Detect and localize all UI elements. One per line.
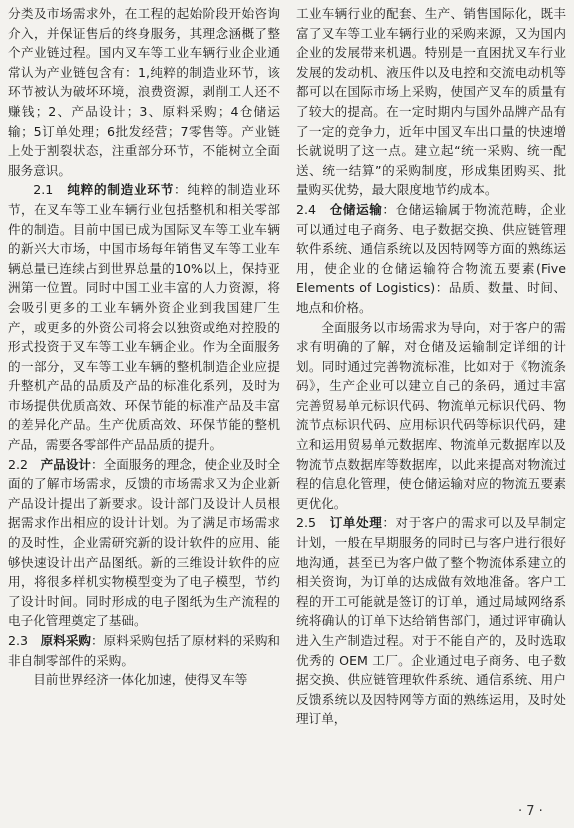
section-body: ：原料采购包括了原材料的采购和非自制零部件的采购。 [8, 633, 281, 668]
right-column [296, 4, 566, 729]
section-body: ：对于客户的需求可以及早制定计划，一般在早期服务的同时已与客户进行很好地沟通，甚至已为客户做了整个物流体系建立的相关资询，为订单的达成做有效地准备。客户工程的开工可能就是签订的订单，通过局域网络系统将确认的订单下达给销售部门，通过评审确认进入生产制造过程。对于不能自产的，及时选取优秀的 OEM 工厂。企业通过电子商务、电子数据交换、供应链管理软件系统、通信系统、用户反馈系统以及因特网等方面的熟练运用，及时处理订单， [296, 515, 566, 727]
section-number: 2.4 [296, 201, 317, 217]
section-number: 2.2 [8, 456, 29, 472]
section-title: 纯粹的制造业环节 [67, 182, 175, 198]
closing-paragraph: 目前世界经济一体化加速，使得叉车等 [33, 672, 248, 688]
section-2-5 [296, 513, 566, 729]
section-title: 订单处理 [329, 515, 383, 531]
section-title: 仓储运输 [329, 201, 383, 217]
page-number: · 7 · [518, 804, 543, 819]
continuation-paragraph: 工业车辆行业的配套、生产、销售国际化，既丰富了叉车等工业车辆行业的采购来源，又为国内企业的发展带来机遇。特别是一直困扰叉车行业发展的发动机、液压件以及电控和交流电动机等都可以在国际市场上采购，使国产叉车的质量有了较大的提高。在一定时期内与国外品牌产品有了一定的竞争力，近年中国叉车出口量的快速增长就说明了这一点。建立起“统一采购、统一配送、统一结算”的采购制度，形成集团购买、批量购买优势，最大限度地节约成本。 [296, 6, 566, 198]
section-body: ：纯粹的制造业环节，在叉车等工业车辆行业包括整机和相关零部件的制造。目前中国已成为国际叉车等工业车辆的新兴大市场，中国市场每年销售叉车等工业车辆总量已连续占到世界总量的10%以上，保持亚洲第一位置。同时中国工业丰富的人力资源，将会吸引更多的工业车辆外资企业到我国建厂生产，或更多的外资公司将会以独资或绝对控股的形式投资于叉车等工业车辆企业。作为全面服务的一部分，叉车等工业车辆的整机制造企业应提升整机产品的品质及产品的标准化系列，及时为市场提供优质高效、环保节能的标准产品及丰富的差异化产品。生产优质高效、环保节能的整机产品，需要各零部件产品品质的提升。 [8, 182, 281, 453]
section-number: 2.5 [296, 515, 317, 531]
section-2-1 [8, 180, 280, 454]
section-body: ：全面服务的理念，使企业及时全面的了解市场需求，反馈的市场需求又为企业新产品设计提出了新要求。设计部门及设计人员根据需求作出相应的设计计划。为了满足市场需求的及时性，企业需研究新的设计软件的应用、能够快速设计出产品图纸。新的三维设计软件的应用，将很多样机实物模型变为了电子模型，节约了设计时间。同时形成的电子图纸为生产流程的电子化管理奠定了基础。 [8, 456, 281, 629]
section-title: 产品设计 [40, 456, 92, 472]
section-2-3 [8, 631, 280, 670]
left-column [8, 4, 280, 690]
intro-paragraph: 分类及市场需求外，在工程的起始阶段开始咨询介入，并保证售后的终身服务，其理念涵概了整个产业链过程。国内叉车等工业车辆行业企业通常认为产业链包含有：1,纯粹的制造业环节，该环节被认为破坏环境，浪费资源，剥削工人还不赚钱；2、产品设计；3、原料采购；4仓储运输；5订单处理；6批发经营；7零售等。产业链上处于割裂状态，注重部分环节，不能树立全面服务意识。 [8, 6, 280, 178]
section-2-2 [8, 455, 280, 631]
logistics-paragraph: 全面服务以市场需求为导向，对于客户的需求有明确的了解，对仓储及运输制定详细的计划。同时通过完善物流标准，比如对于《物流条码》，生产企业可以建立自己的条码，通过丰富完善贸易单元标识代码、物流单元标识代码、物流节点标识代码、应用标识代码等标识代码，建立和运用贸易单元数据库、物流单元数据库以及物流节点数据库等数据库，以此来提高对物流过程的信息化管理，使仓储运输对应的物流五要素更优化。 [296, 319, 566, 511]
section-2-4 [296, 200, 566, 318]
section-title: 原料采购 [40, 633, 92, 648]
section-number: 2.3 [8, 633, 29, 648]
section-number: 2.1 [33, 182, 54, 198]
section-body: ：仓储运输属于物流范畴，企业可以通过电子商务、电子数据交换、供应链管理软件系统、通信系统以及因特网等方面的熟练运用，使企业的仓储运输符合物流五要素(Five Elements of Logistics)：品质、数量、时间、地点和价格。 [296, 201, 566, 315]
